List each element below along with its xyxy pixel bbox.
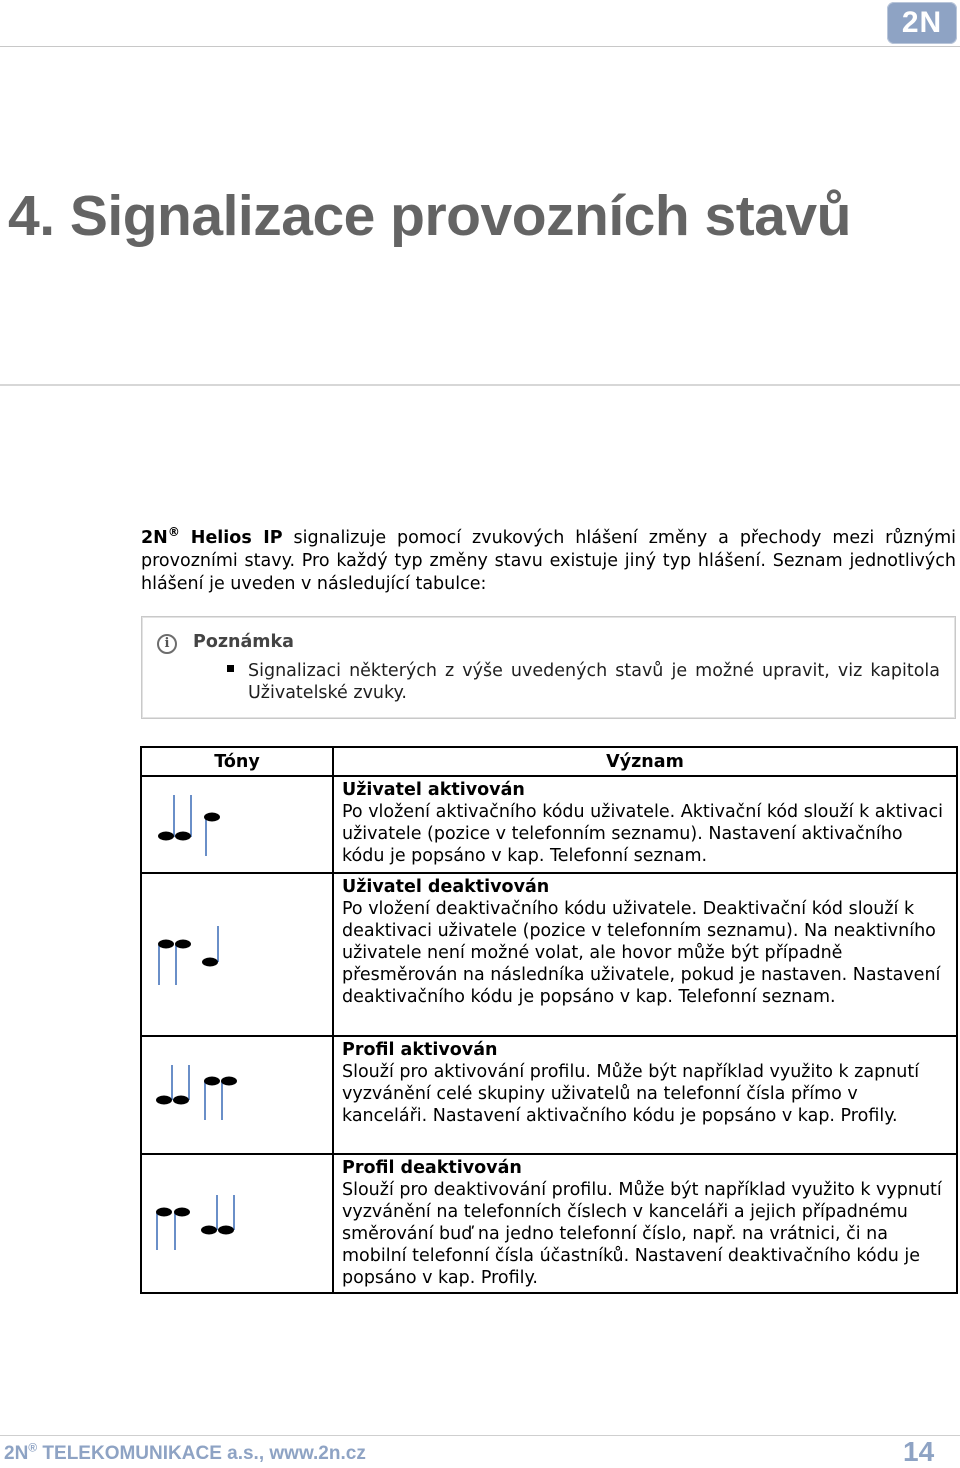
row-description: Po vložení aktivačního kódu uživatele. Aktivační kód slouží k aktivaci uživatele (pozice v telefonním seznamu). Nastavení aktivačního kódu je popsáno v kap. Telefonní seznam. bbox=[342, 802, 943, 866]
footer-company bbox=[4, 1440, 366, 1465]
meaning-cell bbox=[333, 873, 957, 1036]
meaning-cell bbox=[333, 1154, 957, 1293]
table-row bbox=[141, 776, 957, 873]
table-row bbox=[141, 1036, 957, 1154]
header-meaning: Význam bbox=[333, 747, 957, 776]
note-box bbox=[141, 616, 956, 719]
title-divider bbox=[0, 384, 960, 386]
footer-company-rest: TELEKOMUNIKACE a.s., www.2n.cz bbox=[42, 1443, 366, 1464]
signals-table bbox=[140, 746, 958, 1294]
table-header-row bbox=[141, 747, 957, 776]
tone-cell bbox=[141, 1036, 333, 1154]
note-item-text: Signalizaci některých z výše uvedených stavů je možné upravit, viz kapitola Uživatelské zvuky. bbox=[248, 661, 940, 703]
tone-cell bbox=[141, 1154, 333, 1293]
brand-name: 2N bbox=[141, 528, 168, 548]
top-divider bbox=[0, 46, 960, 47]
row-title: Profil aktivován bbox=[342, 1040, 498, 1060]
meaning-cell bbox=[333, 776, 957, 873]
logo-text: 2N bbox=[901, 6, 943, 39]
row-description: Slouží pro deaktivování profilu. Může být například využito k vypnutí vyzvánění na telefonních číslech v kanceláři a jejich případnému směrování buď na jedno telefonní číslo, např. na vrátnici, či na mobilní telefonní čísla účastníků. Nastavení deaktivačního kódu je popsáno v kap. Profily. bbox=[342, 1180, 942, 1288]
row-title: Profil deaktivován bbox=[342, 1158, 522, 1178]
table-row bbox=[141, 873, 957, 1036]
table-row bbox=[141, 1154, 957, 1293]
footer-company-prefix: 2N bbox=[4, 1443, 29, 1464]
footer-divider bbox=[0, 1435, 960, 1436]
tone-cell bbox=[141, 776, 333, 873]
header-tones: Tóny bbox=[141, 747, 333, 776]
chapter-title: 4. Signalizace provozních stavů bbox=[8, 184, 851, 248]
intro-text: signalizuje pomocí zvukových hlášení změny a přechody mezi různými provozními stavy. Pro každý typ změny stavu existuje jiný typ hlášení. Seznam jednotlivých hlášení je uveden v následující tabulce: bbox=[141, 528, 956, 594]
row-description: Slouží pro aktivování profilu. Může být například využito k zapnutí vyzvánění celé skupiny uživatelů na telefonní čísla přímo v kanceláři. Nastavení aktivačního kódu je popsáno v kap. Profily. bbox=[342, 1062, 920, 1126]
product-name: Helios IP bbox=[190, 528, 283, 548]
bullet-icon bbox=[227, 665, 234, 672]
note-title: Poznámka bbox=[193, 632, 294, 652]
footer-registered-mark: ® bbox=[28, 1440, 38, 1455]
intro-paragraph bbox=[141, 527, 956, 596]
meaning-cell bbox=[333, 1036, 957, 1154]
row-description: Po vložení deaktivačního kódu uživatele. Deaktivační kód slouží k deaktivaci uživatele (pozice v telefonním seznamu). Na neaktivního uživatele není možné volat, ale hovor může být případně přesměrován na následníka uživatele, pokud je nastaven. Nastavení deaktivačního kódu je popsáno v kap. Telefonní seznam. bbox=[342, 899, 941, 1007]
registered-mark: ® bbox=[167, 525, 180, 540]
company-logo bbox=[887, 2, 957, 44]
tone-cell bbox=[141, 873, 333, 1036]
info-icon: i bbox=[157, 634, 177, 654]
row-title: Uživatel aktivován bbox=[342, 780, 525, 800]
notes-high-high-low-icon bbox=[142, 874, 332, 1033]
notes-low-low-high-icon bbox=[142, 777, 332, 870]
notes-high-high-low-low-icon bbox=[142, 1155, 332, 1290]
row-title: Uživatel deaktivován bbox=[342, 877, 550, 897]
page-number: 14 bbox=[903, 1436, 935, 1467]
notes-low-low-high-high-icon bbox=[142, 1037, 332, 1151]
